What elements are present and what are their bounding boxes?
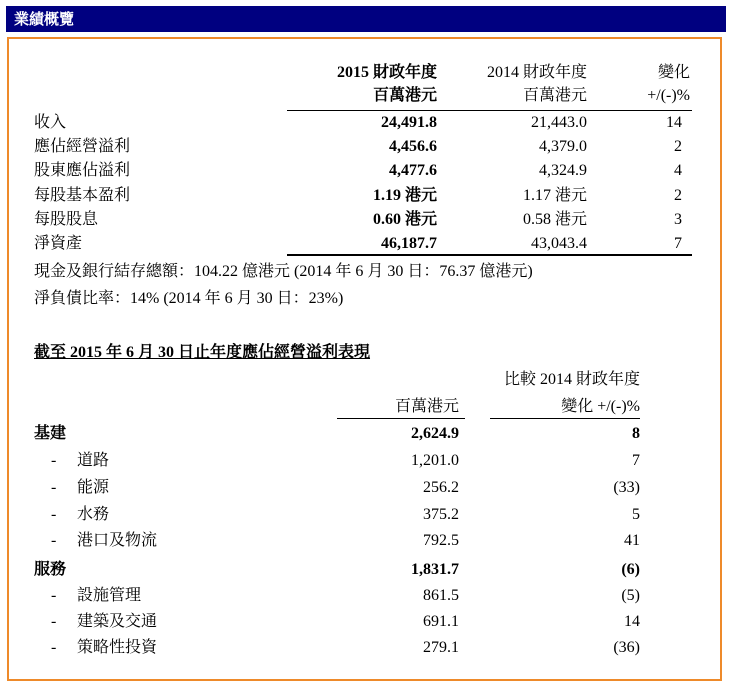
col-change-unit: +/(-)% — [647, 87, 690, 104]
summary-row-current: 1.19 港元 — [372, 186, 437, 204]
segment-row-value: 279.1 — [423, 639, 459, 656]
banner-title: 業績概覽 — [14, 10, 75, 28]
summary-row-current: 0.60 港元 — [372, 210, 437, 228]
segment-row-change: (6) — [621, 561, 640, 578]
segment-row-change: (33) — [613, 479, 640, 496]
segment-row-label: 設施管理 — [77, 587, 142, 604]
segment-row-label: 水務 — [77, 506, 110, 523]
col-current-unit: 百萬港元 — [372, 87, 437, 104]
summary-row-change: 7 — [674, 235, 682, 252]
summary-header-rule — [287, 110, 692, 111]
segment-row-change: 14 — [624, 613, 640, 630]
segment-row-dash: - — [51, 613, 57, 630]
segment-title: 截至 2015 年 6 月 30 日止年度應佔經營溢利表現 — [34, 344, 371, 361]
summary-row-change: 3 — [674, 210, 682, 228]
segment-row-dash: - — [51, 452, 57, 469]
segment-row-value: 861.5 — [423, 587, 459, 604]
col-prior-unit: 百萬港元 — [522, 87, 587, 104]
segment-row-dash: - — [51, 532, 57, 549]
summary-row-change: 4 — [674, 162, 682, 180]
summary-row-prior: 4,324.9 — [539, 162, 587, 180]
summary-row-current: 46,187.7 — [381, 235, 437, 252]
segment-row-dash: - — [51, 587, 57, 604]
summary-row-label: 收入 — [34, 114, 67, 131]
summary-row-prior: 0.58 港元 — [522, 210, 587, 228]
summary-row-label: 應佔經營溢利 — [34, 138, 131, 156]
summary-row-label: 淨資產 — [34, 235, 83, 252]
gearing-ratio-note: 淨負債比率：14% (2014 年 6 月 30 日：23%) — [34, 290, 344, 307]
summary-bottom-rule — [287, 254, 692, 256]
segment-col-change: 變化 +/(-)% — [561, 398, 640, 415]
segment-row-value: 691.1 — [423, 613, 459, 630]
segment-row-label: 服務 — [34, 561, 67, 578]
segment-row-label: 能源 — [77, 479, 110, 496]
segment-col-unit: 百萬港元 — [394, 398, 459, 415]
summary-row-change: 14 — [666, 114, 682, 131]
summary-row-prior: 43,043.4 — [531, 235, 587, 252]
segment-row-value: 1,831.7 — [411, 561, 459, 578]
section-banner — [6, 6, 726, 32]
segment-row-label: 建築及交通 — [77, 613, 158, 630]
segment-row-value: 256.2 — [423, 479, 459, 496]
summary-row-label: 每股基本盈利 — [34, 186, 131, 204]
segment-row-value: 2,624.9 — [411, 425, 459, 442]
segment-row-change: (36) — [613, 639, 640, 656]
segment-col-compare: 比較 2014 財政年度 — [503, 371, 640, 388]
cash-balance-note: 現金及銀行結存總額：104.22 億港元 (2014 年 6 月 30 日：76.37 億港元) — [34, 263, 533, 280]
segment-row-dash: - — [51, 639, 57, 656]
segment-row-change: 7 — [632, 452, 640, 469]
summary-row-change: 2 — [674, 138, 682, 156]
segment-row-value: 792.5 — [423, 532, 459, 549]
col-prior-year: 2014 財政年度 — [486, 64, 587, 81]
segment-row-label: 港口及物流 — [77, 532, 158, 549]
segment-rule-change — [490, 418, 640, 419]
segment-row-label: 道路 — [77, 452, 110, 469]
segment-row-label: 基建 — [34, 425, 67, 442]
segment-row-dash: - — [51, 506, 57, 523]
summary-row-current: 4,477.6 — [389, 162, 437, 180]
summary-row-prior: 1.17 港元 — [522, 186, 587, 204]
segment-row-dash: - — [51, 479, 57, 496]
summary-row-prior: 4,379.0 — [539, 138, 587, 156]
segment-rule-value — [337, 418, 465, 419]
segment-row-value: 375.2 — [423, 506, 459, 523]
summary-row-label: 每股股息 — [34, 210, 99, 228]
summary-row-prior: 21,443.0 — [531, 114, 587, 131]
segment-row-label: 策略性投資 — [77, 639, 158, 656]
segment-row-change: 8 — [632, 425, 640, 442]
segment-row-value: 1,201.0 — [411, 452, 459, 469]
segment-row-change: (5) — [621, 587, 640, 604]
segment-row-change: 41 — [624, 532, 640, 549]
summary-row-label: 股東應佔溢利 — [34, 162, 131, 180]
summary-row-current: 4,456.6 — [389, 138, 437, 156]
col-current-year: 2015 財政年度 — [336, 64, 437, 81]
summary-row-current: 24,491.8 — [381, 114, 437, 131]
segment-row-change: 5 — [632, 506, 640, 523]
summary-row-change: 2 — [674, 186, 682, 204]
col-change-title: 變化 — [657, 64, 690, 81]
